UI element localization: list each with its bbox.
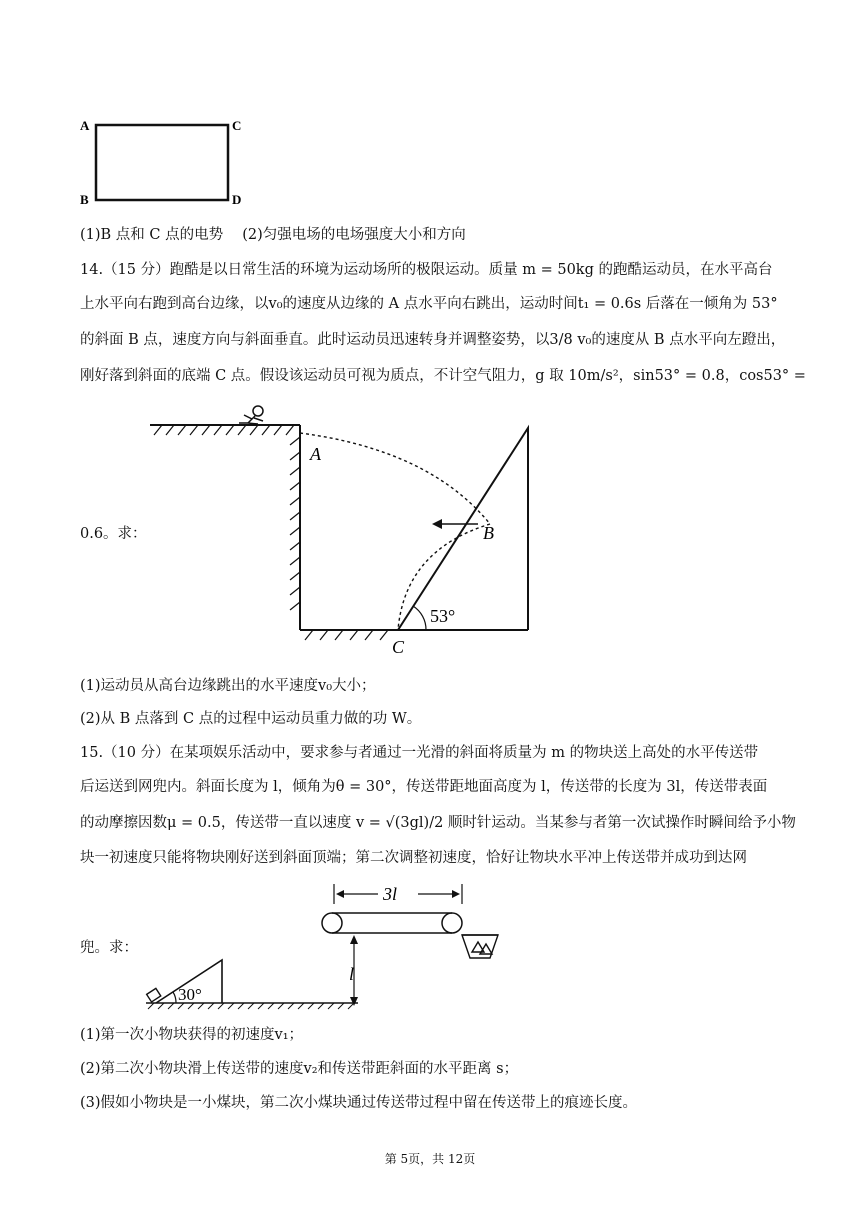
parkour-slope-figure [140,400,560,660]
q15-line-2: 后运送到网兜内。斜面长度为 l，倾角为θ = 30°，传送带距地面高度为 l，传送带的长度为 3l，传送带表面 [80,779,768,795]
q14-sub-2: (2)从 B 点落到 C 点的过程中运动员重力做的功 W。 [80,711,422,727]
conveyor-figure [140,880,520,1020]
q14-line-1: 14.（15 分）跑酷是以日常生活的环境为运动场所的极限运动。质量 m = 50kg 的跑酷运动员，在水平高台 [80,262,773,278]
q15-sub-2: (2)第二次小物块滑上传送带的速度v₂和传送带距斜面的水平距离 s； [80,1061,519,1077]
q15-sub-1: (1)第一次小物块获得的初速度v₁； [80,1027,304,1043]
label-b: B [80,192,89,207]
page-footer: 第 5页，共 12页 [384,1152,476,1166]
label-c: C [232,118,242,133]
label-d: D [232,192,242,207]
rectangle-abcd-figure [78,112,248,207]
q15-sub-3: (3)假如小物块是一小煤块，第二次小煤块通过传送带过程中留在传送带上的痕迹长度。 [80,1095,638,1111]
net-basket-icon [462,935,498,958]
q15-line-4: 块一初速度只能将物块刚好送到斜面顶端；第二次调整初速度，恰好让物块水平冲上传送带并成功到达网 [80,850,747,866]
label-angle-53: 53° [430,606,456,626]
q15-line-tail: 兜。求： [80,940,138,956]
q14-line-2: 上水平向右跑到高台边缘，以v₀的速度从边缘的 A 点水平向右跳出，运动时间t₁ = 0.6s 后落在一倾角为 53° [80,296,778,312]
q14-line-4: 刚好落到斜面的底端 C 点。假设该运动员可视为质点，不计空气阻力，g 取 10m/s²，sin53° = 0.8，cos53° = [80,368,806,384]
q15-line-1: 15.（10 分）在某项娱乐活动中，要求参与者通过一光滑的斜面将质量为 m 的物块送上高处的水平传送带 [80,745,759,761]
label-c: C [392,637,405,657]
label-height: l [349,964,355,984]
q15-line-3: 的动摩擦因数μ = 0.5，传送带一直以速度 v = √(3gl)/2 顺时针运动。当某参与者第一次试操作时瞬间给予小物 [80,815,796,831]
label-belt-length: 3l [383,884,398,904]
label-b: B [483,523,494,543]
label-angle-30: 30° [178,985,202,1004]
q14-line-tail: 0.6。求： [80,526,147,542]
q14-line-3: 的斜面 B 点，速度方向与斜面垂直。此时运动员迅速转身并调整姿势，以3/8 v₀的速度从 B 点水平向左蹬出， [80,332,786,348]
q14-sub-1: (1)运动员从高台边缘跳出的水平速度v₀大小； [80,678,376,694]
runner-icon [239,406,263,424]
q13-subquestions: (1)B 点和 C 点的电势 (2)匀强电场的电场强度大小和方向 [80,227,466,243]
label-a: A [80,118,90,133]
label-a: A [310,444,321,464]
